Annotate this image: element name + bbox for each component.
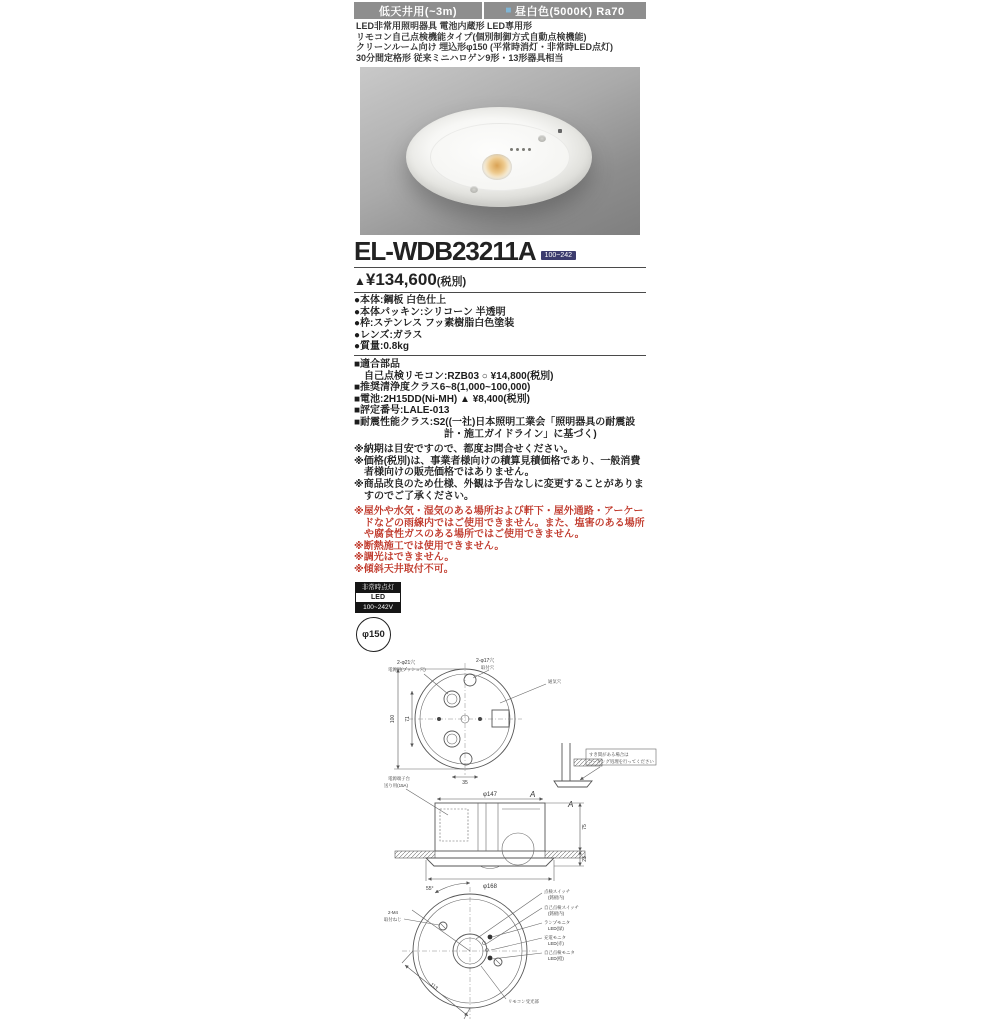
bottom-view (384, 883, 579, 1019)
clean-class: ■推奨清浄度クラス6~8(1,000~100,000) (354, 382, 531, 394)
detail-note-line1: すき間がある場合は (589, 751, 629, 757)
bottom-angle-label: 55° (426, 885, 434, 892)
screw-icon (470, 186, 478, 193)
feature-badge-stack (355, 582, 401, 613)
plan-view (388, 657, 562, 786)
section-dim-168: φ168 (483, 883, 497, 890)
callout-selfcheck-monitor-sub: LED(橙) (548, 955, 564, 961)
note-item: ※価格(税別)は、事業者様向けの積算見積価格であり、一般消費者様向けの販売価格ではありません。 (354, 455, 641, 479)
section-dim-147: φ147 (483, 791, 497, 798)
callout-check-switch: 点検スイッチ (544, 888, 571, 894)
color-temp-badge (484, 2, 646, 19)
description-line: リモコン自己点検機能タイプ(個別制御方式自動点検機能) (356, 31, 587, 42)
bottom-screw-label: 2-M4 (388, 909, 399, 915)
spec-list (354, 295, 646, 353)
note-item: ※商品改良のため仕様、外観は予告なしに変更することがありますのでご了承ください。 (354, 478, 644, 502)
cutout-size-label: φ150 (362, 628, 385, 640)
model-row (354, 238, 646, 265)
callout-charge-monitor: 充電モニタ (544, 934, 566, 940)
terminal-sub-label: 送り用(15A) (384, 782, 408, 788)
technical-drawings (340, 653, 660, 1023)
warning-item: ※屋外や水気・湿気のある場所および軒下・屋外通路・アーケードなどの雨線内ではご使用できません。また、塩害のある場所や腐食性ガスのある場所ではご使用できません。 (354, 506, 645, 541)
description-line: クリーンルーム向け 埋込形φ150 (平常時消灯・非常時LED点灯) (356, 42, 614, 52)
callout-check-switch-sub: (銘板内) (548, 894, 565, 900)
callout-selfcheck-monitor: 自己点検モニタ (544, 949, 575, 955)
plan-hole-power-label: 2-φ21穴 (397, 659, 416, 666)
warning-item: ※調光はできません。 (354, 552, 455, 564)
led-badge: LED (355, 593, 401, 602)
section-marker-a: A (568, 799, 574, 809)
spec-item: ●質量:0.8kg (354, 341, 409, 353)
plan-hole-mount-sub: 取付穴 (481, 664, 495, 670)
price-value: ¥134,600 (365, 270, 437, 289)
spec-item: ●レンズ:ガラス (354, 329, 423, 341)
description-line: LED非常用照明器具 電池内蔵形 LED専用形 (356, 21, 533, 31)
screw-icon (538, 135, 546, 142)
callout-charge-monitor-sub: LED(赤) (548, 940, 564, 946)
voltage-range-badge: 100~242 (541, 251, 576, 260)
notes-red (354, 506, 646, 576)
price-tax-note: (税別) (436, 276, 467, 288)
section-dim-75: 75 (582, 823, 588, 830)
battery-spec: ■電池:2H15DD(Ni-MH) ▲ ¥8,400(税別) (354, 393, 530, 405)
spec-item: ●本体パッキン:シリコーン 半透明 (354, 306, 506, 318)
color-swatch-icon: ■ (505, 5, 512, 16)
voltage-badge: 100~242V (355, 602, 401, 613)
color-temp-label: 昼白色(5000K) Ra70 (514, 5, 625, 18)
section-dim-23: 23 (582, 855, 588, 862)
callout-selfcheck-switch: 自己点検スイッチ (544, 904, 579, 910)
cutout-size-mark (356, 617, 391, 652)
detail-marker-a: A (530, 789, 536, 799)
spec-item: ●枠:ステンレス フッ素樹脂白色塗装 (354, 318, 515, 330)
rating-number: ■評定番号:LALE-013 (354, 405, 450, 417)
model-number: EL-WDB23211A (354, 236, 536, 266)
callout-selfcheck-switch-sub: (銘板内) (548, 910, 565, 916)
seismic-class: ■耐震性能クラス:S2((一社)日本照明工業会「照明器具の耐震設計・施工ガイドライン」に基づく) (354, 416, 636, 440)
divider (354, 292, 646, 293)
ceiling-type-label: 低天井用(~3m) (378, 5, 458, 18)
parts-heading: ■適合部品 (354, 358, 401, 370)
plan-dim-71: 71 (405, 715, 411, 722)
header-badges (354, 2, 646, 19)
bottom-dim-113: 113 (428, 981, 439, 992)
divider (354, 267, 646, 268)
price-marker: ▲ (354, 274, 366, 288)
parts-item: 自己点検リモコン:RZB03 ○ ¥14,800(税別) (364, 370, 554, 382)
section-view (384, 775, 588, 890)
content-column (340, 0, 660, 1023)
plan-hole-mount-label: 2-φ17穴 (476, 657, 495, 664)
detail-view-a (529, 743, 656, 799)
terminal-label: 電源端子台 (388, 775, 410, 781)
bottom-screw-sub: 取付ねじ (384, 916, 402, 922)
callout-lamp-monitor: ランプモニタ (544, 919, 571, 925)
note-item: ※納期は目安ですので、都度お問合せください。 (354, 444, 574, 456)
plan-dim-100: 100 (390, 714, 396, 723)
description-line: 30分間定格形 従来ミニハロゲン9形・13形器具相当 (356, 52, 564, 63)
callout-lamp-monitor-sub: LED(緑) (548, 925, 564, 931)
detail-list (354, 359, 646, 440)
plan-vent-label: 通気穴 (548, 678, 562, 684)
spec-item: ●本体:鋼板 白色仕上 (354, 295, 447, 306)
divider (354, 355, 646, 356)
notes-black (354, 444, 646, 502)
fixture-lens (482, 154, 512, 180)
plan-hole-power-sub: 電源用(プッシュ穴) (388, 666, 426, 672)
detail-note-line2: コーキング処理を行ってください (588, 758, 654, 764)
rim-mark (558, 129, 562, 133)
warning-item: ※傾斜天井取付不可。 (354, 564, 454, 576)
plan-dim-35: 35 (462, 779, 468, 786)
fixture-body (406, 107, 592, 207)
emergency-badge: 非常時点灯 (355, 582, 401, 593)
price-line (354, 270, 646, 290)
warning-item: ※断熱施工では使用できません。 (354, 540, 505, 552)
product-description (356, 21, 646, 63)
product-photo (360, 67, 640, 235)
ceiling-type-badge (354, 2, 482, 19)
indicator-leds (510, 148, 531, 151)
remote-sensor-label: リモコン受光部 (508, 998, 539, 1004)
